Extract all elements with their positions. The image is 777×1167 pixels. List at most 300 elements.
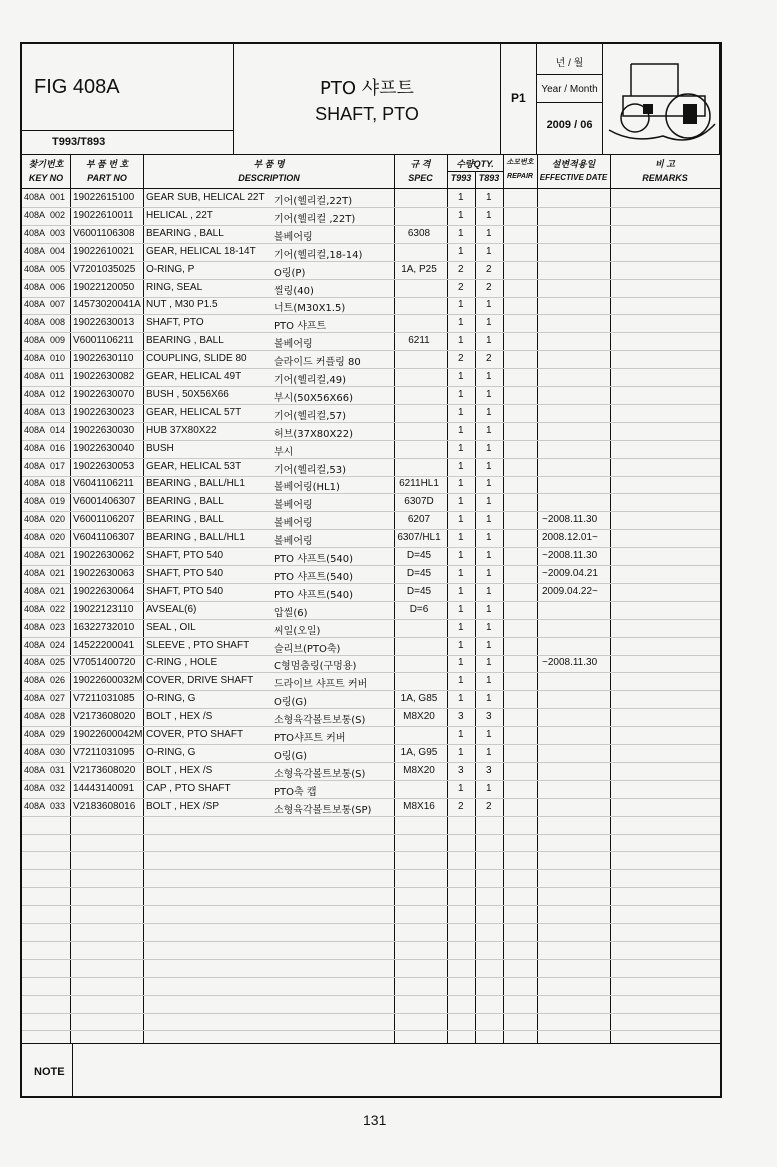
cell-part: V6041106307 [73,532,135,544]
cell-fig: 408A [24,693,46,704]
cell-desc: BUSH [146,442,174,454]
cell-q1: 1 [458,621,464,633]
cell-kr: 씨일(오일) [274,625,321,637]
table-row [22,422,720,441]
cell-part: 19022610021 [73,245,135,257]
cell-fig: 408A [24,263,46,274]
cell-q1: 1 [458,192,464,203]
cell-spec: 6307D [404,496,434,508]
cell-fig: 408A [24,567,46,578]
cell-q2: 1 [486,209,492,221]
cell-key: 012 [50,388,66,399]
cell-q2: 1 [486,299,492,311]
cell-key: 018 [50,478,66,489]
cell-desc: O-RING, G [146,746,196,758]
table-row [22,601,720,620]
cell-kr: 기어(헬리컬,53) [274,464,347,476]
table-row [22,565,720,584]
cell-eff: ~2008.11.30 [542,514,598,526]
cell-key: 019 [50,496,66,507]
cell-fig: 408A [24,585,46,596]
page-number: 131 [363,1112,387,1128]
cell-fig: 408A [24,388,46,399]
cell-kr: 소형육각볼트보통(SP) [274,804,372,816]
cell-q1: 1 [458,371,464,382]
cell-key: 008 [50,317,66,328]
cell-q1: 3 [458,711,464,723]
page-code-box [501,44,537,154]
year-month-box [537,44,603,154]
cell-kr: 부시 [274,446,294,458]
cell-key: 026 [50,675,66,686]
cell-part: 14573020041A [73,299,141,311]
table-row [22,798,720,817]
parts-sheet [20,42,722,1098]
cell-kr: PTO축 캡 [274,786,317,798]
table-row [22,332,720,351]
cell-eff: ~2008.11.30 [542,657,598,669]
cell-fig: 408A [24,729,46,739]
cell-q1: 1 [458,299,464,311]
table-row [22,744,720,763]
cell-q1: 1 [458,317,464,329]
cell-q2: 1 [486,496,492,508]
empty-row [22,905,720,924]
cell-q1: 1 [458,442,464,454]
cell-q1: 1 [458,227,464,239]
cell-desc: RING, SEAL [146,281,203,293]
cell-part: V6001406307 [73,496,136,508]
table-row [22,350,720,369]
cell-q1: 1 [458,585,464,597]
table-row [22,314,720,333]
cell-q2: 1 [486,192,492,203]
model-label: T993/T893 [52,136,106,148]
empty-row [22,995,720,1014]
cell-q2: 1 [486,532,492,544]
table-row [22,207,720,226]
col-key-kr: 찾기번호 [28,159,64,169]
col-key: KEY NO [28,173,64,183]
cell-q2: 1 [486,478,492,490]
cell-q1: 1 [458,657,464,669]
cell-fig: 408A [24,639,46,650]
cell-q1: 1 [458,335,464,347]
cell-spec: 1A, G95 [400,746,438,758]
cell-q1: 1 [458,406,464,418]
table-row [22,404,720,423]
col-qty: 수량QTY. [456,159,494,169]
cell-q2: 1 [486,371,492,382]
cell-q2: 1 [486,388,492,400]
cell-kr: 압씰(6) [274,607,308,619]
cell-fig: 408A [24,245,46,256]
table-row [22,726,720,745]
cell-desc: CAP , PTO SHAFT [146,782,231,794]
cell-q2: 1 [486,585,492,597]
cell-fig: 408A [24,192,46,202]
cell-fig: 408A [24,800,46,811]
cell-kr: 씰링(40) [274,285,314,297]
cell-desc: SEAL , OIL [146,621,196,633]
cell-kr: O링(P) [274,267,306,279]
empty-row [22,941,720,960]
cell-desc: BEARING , BALL [146,496,224,508]
cell-fig: 408A [24,603,46,614]
cell-kr: PTO 샤프트(540) [274,554,354,565]
cell-q2: 1 [486,621,492,633]
empty-row [22,1012,720,1031]
cell-q1: 1 [458,746,464,758]
note-section [22,1043,720,1097]
cell-kr: 허브(37X80X22) [274,428,353,440]
cell-kr: 기어(헬리컬,18-14) [274,249,363,261]
cell-key: 011 [50,371,65,381]
cell-spec: 6307/HL1 [397,532,441,544]
cell-part: 19022630063 [73,567,135,579]
cell-desc: GEAR, HELICAL 18-14T [146,245,256,257]
cell-kr: 볼베어링 [274,536,313,548]
cell-desc: GEAR SUB, HELICAL 22T [146,192,265,203]
cell-kr: PTO 샤프트(540) [274,589,354,601]
cell-part: 19022630040 [73,442,135,454]
cell-q1: 1 [458,532,464,544]
cell-key: 022 [50,603,66,614]
table-row [22,225,720,244]
table-row [22,493,720,512]
cell-desc: COVER, PTO SHAFT [146,729,244,740]
cell-spec: 6211HL1 [399,478,439,490]
cell-desc: NUT , M30 P1.5 [146,299,218,311]
cell-part: V6041106211 [73,478,134,490]
cell-q1: 1 [458,496,464,508]
table-row [22,529,720,548]
cell-key: 001 [50,192,66,202]
cell-part: V7211031085 [73,693,135,705]
cell-q2: 1 [486,693,492,705]
tractor-illustration [603,44,720,154]
cell-fig: 408A [24,711,46,722]
cell-fig: 408A [24,496,46,507]
table-row [22,547,720,566]
col-qty-t993: T993 [450,173,472,183]
cell-kr: 볼베어링(HL1) [274,482,340,494]
cell-part: 19022123110 [73,603,134,615]
cell-fig: 408A [24,299,46,310]
cell-spec: 6308 [407,227,431,239]
cell-fig: 408A [24,478,46,489]
cell-kr: 볼베어링 [274,231,313,243]
year-month-label: Year / Month [541,84,598,95]
cell-key: 027 [50,693,66,704]
cell-desc: SHAFT, PTO 540 [146,585,224,597]
cell-q1: 1 [458,567,464,579]
cell-desc: SHAFT, PTO [146,317,204,329]
cell-q1: 3 [458,764,464,776]
cell-part: V7211031095 [73,746,135,758]
cell-part: 19022630070 [73,388,135,400]
table-row [22,475,720,494]
cell-q1: 1 [458,550,464,561]
cell-part: V6001106211 [73,335,134,347]
cell-fig: 408A [24,621,46,632]
cell-q2: 3 [486,764,492,776]
cell-desc: HELICAL , 22T [146,209,213,221]
cell-key: 014 [50,424,66,435]
cell-part: 16322732010 [73,621,135,633]
cell-desc: C-RING , HOLE [146,657,218,669]
cell-desc: BOLT , HEX /S [146,711,213,723]
title-box [234,44,501,154]
cell-q1: 1 [458,514,464,526]
cell-key: 006 [50,281,66,292]
cell-fig: 408A [24,532,46,543]
cell-q1: 1 [458,675,464,687]
cell-q2: 1 [486,675,492,687]
title-korean: PTO 샤프트 [320,78,414,99]
cell-q1: 1 [458,388,464,400]
cell-key: 009 [50,335,66,346]
cell-kr: PTO 샤프트 [274,321,327,333]
cell-key: 020 [50,532,66,543]
cell-part: 19022630023 [73,406,135,418]
cell-spec: M8X20 [403,711,435,723]
note-label: NOTE [34,1066,65,1078]
cell-fig: 408A [24,227,46,238]
cell-eff: 2009.04.22~ [542,585,598,597]
cell-part: 19022610011 [73,209,134,221]
cell-part: 14443140091 [73,782,135,794]
cell-eff: 2008.12.01~ [542,532,598,544]
cell-desc: HUB 37X80X22 [146,424,217,436]
table-row [22,368,720,387]
cell-spec: 6207 [407,514,431,526]
empty-row [22,959,720,978]
cell-q1: 1 [458,424,464,436]
figure-box [22,44,234,154]
cell-q2: 1 [486,460,492,472]
col-repair-kr: 소모번호 [506,159,534,166]
cell-q2: 1 [486,603,492,615]
cell-q2: 1 [486,335,492,347]
cell-kr: PTO 샤프트(540) [274,571,354,583]
cell-q2: 1 [486,227,492,239]
table-row [22,637,720,656]
cell-q2: 1 [486,567,492,579]
cell-q2: 1 [486,317,492,329]
cell-kr: 슬라이드 커플링 80 [274,357,361,369]
cell-q2: 1 [486,746,492,758]
cell-spec: 6211 [408,335,430,347]
cell-desc: COUPLING, SLIDE 80 [146,353,247,365]
cell-part: 19022630110 [73,353,134,365]
cell-fig: 408A [24,675,46,686]
cell-fig: 408A [24,281,46,292]
cell-kr: 드라이브 샤프트 커버 [274,679,368,691]
cell-key: 016 [50,442,66,453]
cell-q2: 1 [486,406,492,418]
col-remarks-kr: 비 고 [655,159,675,169]
table-row [22,261,720,280]
table-row [22,386,720,405]
cell-q1: 1 [458,693,464,705]
cell-kr: 기어(헬리컬,22T) [274,196,353,207]
cell-kr: O링(G) [274,697,308,709]
table-row [22,296,720,315]
cell-key: 021 [50,585,66,596]
col-repair: REPAIR [507,173,533,180]
cell-q2: 3 [486,711,492,723]
cell-key: 033 [50,800,66,811]
cell-desc: SLEEVE , PTO SHAFT [146,639,250,651]
cell-q2: 1 [486,550,492,561]
cell-kr: 볼베어링 [274,500,313,512]
empty-row [22,887,720,906]
cell-desc: SHAFT, PTO 540 [146,550,224,561]
cell-part: 19022630082 [73,371,135,382]
col-qty-t893: T893 [478,173,500,183]
cell-spec: D=45 [406,550,432,561]
empty-row [22,977,720,996]
empty-row [22,923,720,942]
table-row [22,458,720,477]
cell-key: 002 [50,209,66,220]
cell-q2: 1 [486,657,492,669]
cell-part: 19022615100 [73,192,135,203]
cell-fig: 408A [24,657,46,668]
cell-fig: 408A [24,746,46,757]
table-row [22,189,720,208]
empty-row [22,851,720,870]
cell-fig: 408A [24,460,46,471]
cell-part: 14522200041 [73,639,135,651]
cell-key: 021 [50,567,66,578]
cell-part: 19022630053 [73,460,135,472]
tractor-icon [603,44,719,152]
cell-desc: GEAR, HELICAL 49T [146,371,242,382]
cell-q2: 1 [486,729,492,740]
table-row [22,780,720,799]
cell-key: 025 [50,657,66,668]
table-row [22,672,720,691]
cell-q1: 1 [458,729,464,740]
cell-q2: 1 [486,782,492,794]
cell-key: 028 [50,711,66,722]
figure-number: FIG 408A [34,76,120,98]
cell-key: 005 [50,263,66,274]
cell-desc: BOLT , HEX /SP [146,800,219,812]
col-desc: DESCRIPTION [238,173,300,183]
cell-part: 19022630064 [73,585,135,597]
cell-eff: ~2009.04.21 [542,567,598,579]
cell-key: 024 [50,639,66,650]
cell-kr: 볼베어링 [274,518,313,530]
cell-desc: BEARING , BALL/HL1 [146,532,245,544]
cell-key: 021 [50,550,66,560]
table-row [22,511,720,530]
cell-part: 19022120050 [73,281,135,293]
cell-fig: 408A [24,764,46,775]
col-spec: SPEC [408,173,433,183]
table-row [22,279,720,298]
sheet-header [22,44,720,155]
cell-desc: BEARING , BALL [146,514,224,526]
cell-part: V7201035025 [73,263,136,275]
cell-desc: BUSH , 50X56X66 [146,388,229,400]
empty-row [22,833,720,852]
year-month-value: 2009 / 06 [546,119,593,131]
cell-spec: M8X16 [403,800,435,812]
table-row [22,243,720,262]
cell-kr: C형멈춤링(구멍용) [274,661,357,673]
cell-key: 004 [50,245,66,256]
table-header [22,154,720,189]
cell-q2: 2 [486,281,492,293]
cell-part: 19022630013 [73,317,135,329]
cell-q1: 2 [458,263,464,275]
col-part: PART NO [87,173,127,183]
title-english: SHAFT, PTO [315,104,419,124]
cell-part: 19022600042M [73,729,143,740]
cell-fig: 408A [24,442,46,453]
cell-desc: SHAFT, PTO 540 [146,567,224,579]
cell-q1: 2 [458,353,464,365]
table-row [22,690,720,709]
cell-q1: 1 [458,639,464,651]
cell-key: 013 [50,406,66,417]
cell-key: 029 [50,729,66,739]
cell-q2: 1 [486,424,492,436]
cell-key: 032 [50,782,66,793]
page-code: P1 [511,91,526,105]
cell-kr: 너트(M30X1.5) [274,303,346,315]
cell-spec: D=6 [409,603,429,615]
table-row [22,762,720,781]
cell-kr: 부시(50X56X66) [274,392,353,404]
cell-desc: COVER, DRIVE SHAFT [146,675,254,687]
cell-fig: 408A [24,550,46,560]
cell-part: 19022630062 [73,550,135,561]
cell-fig: 408A [24,514,46,525]
cell-fig: 408A [24,406,46,417]
cell-kr: 볼베어링 [274,339,313,351]
cell-part: V6001106308 [73,227,135,239]
cell-q1: 1 [458,245,464,257]
cell-part: V2173608020 [73,711,136,723]
cell-spec: 1A, G85 [400,693,438,705]
cell-fig: 408A [24,782,46,793]
cell-key: 023 [50,621,66,632]
empty-row [22,869,720,888]
cell-q1: 1 [458,782,464,794]
cell-q2: 1 [486,514,492,526]
table-row [22,440,720,459]
cell-kr: 기어(헬리컬,57) [274,410,347,422]
cell-kr: O링(G) [274,750,308,762]
table-row [22,583,720,602]
cell-desc: O-RING, G [146,693,196,705]
cell-desc: GEAR, HELICAL 53T [146,460,242,472]
cell-kr: PTO샤프트 커버 [274,733,346,744]
table-row [22,708,720,727]
cell-q2: 1 [486,245,492,257]
cell-part: V6001106207 [73,514,135,526]
cell-key: 030 [50,746,66,757]
cell-q1: 1 [458,478,464,490]
cell-kr: 소형육각볼트보통(S) [274,768,366,780]
cell-spec: D=45 [406,585,432,597]
cell-part: V2183608016 [73,800,136,812]
